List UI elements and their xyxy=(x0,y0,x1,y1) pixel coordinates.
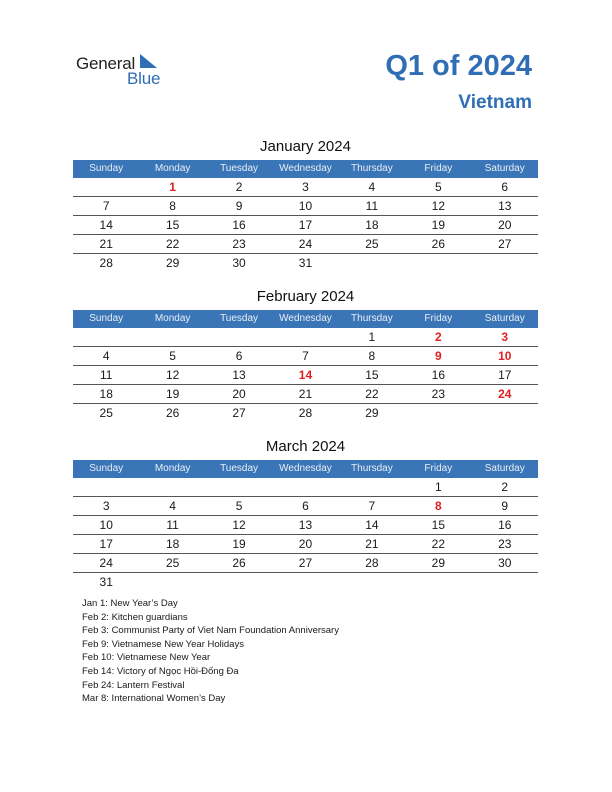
day-cell: 17 xyxy=(298,218,313,232)
day-cell: 14 xyxy=(365,518,379,532)
day-cell: 16 xyxy=(232,218,246,232)
day-cell xyxy=(73,178,139,196)
weekday-label: Thursday xyxy=(351,313,393,324)
week-row xyxy=(73,197,538,216)
day-cell: 25 xyxy=(365,237,379,251)
day-cell: 15 xyxy=(431,518,445,532)
day-cell xyxy=(405,573,471,591)
week-row xyxy=(73,328,538,347)
day-cell: 20 xyxy=(232,387,246,401)
day-cell xyxy=(472,254,538,272)
day-cell: 31 xyxy=(298,256,313,270)
weekday-label: Sunday xyxy=(89,163,124,174)
holiday-day-cell: 2 xyxy=(434,330,442,344)
day-cell: 6 xyxy=(501,180,509,194)
day-cell xyxy=(405,404,471,422)
week-row xyxy=(73,573,538,591)
day-cell: 17 xyxy=(99,537,113,551)
week-row xyxy=(73,554,538,573)
day-cell: 18 xyxy=(165,537,180,551)
weekday-label: Tuesday xyxy=(220,163,259,174)
day-cell: 8 xyxy=(368,349,376,363)
day-cell: 3 xyxy=(102,499,110,513)
day-cell: 28 xyxy=(365,556,379,570)
day-cell: 23 xyxy=(431,387,445,401)
day-cell: 30 xyxy=(232,256,246,270)
day-cell: 6 xyxy=(235,349,243,363)
day-cell xyxy=(405,254,471,272)
holiday-day-cell: 14 xyxy=(298,368,313,382)
day-cell: 29 xyxy=(365,406,379,420)
day-cell: 26 xyxy=(165,406,180,420)
day-cell: 12 xyxy=(165,368,180,382)
weekday-label: Friday xyxy=(424,313,453,324)
day-cell: 12 xyxy=(431,199,445,213)
day-cell: 19 xyxy=(431,218,445,232)
day-cell: 19 xyxy=(232,537,246,551)
day-cell: 4 xyxy=(169,499,176,513)
day-cell: 25 xyxy=(165,556,180,570)
day-cell: 22 xyxy=(365,387,379,401)
day-cell xyxy=(339,254,405,272)
day-cell: 12 xyxy=(232,518,246,532)
week-row xyxy=(73,516,538,535)
holiday-day-cell: 8 xyxy=(434,499,442,513)
holiday-note: Feb 10: Vietnamese New Year xyxy=(82,652,211,664)
week-row xyxy=(73,254,538,272)
weekday-label: Wednesday xyxy=(279,463,332,474)
day-cell: 10 xyxy=(298,199,313,213)
day-cell xyxy=(472,404,538,422)
weekday-label: Sunday xyxy=(89,313,124,324)
day-cell: 28 xyxy=(298,406,313,420)
week-row xyxy=(73,385,538,404)
day-cell: 31 xyxy=(99,575,113,589)
holiday-day-cell: 1 xyxy=(169,180,176,194)
weekday-label: Monday xyxy=(154,313,191,324)
weekday-header xyxy=(73,160,538,178)
day-cell: 27 xyxy=(498,237,512,251)
day-cell: 29 xyxy=(165,256,180,270)
holiday-note: Mar 8: International Women’s Day xyxy=(82,693,226,705)
day-cell: 24 xyxy=(99,556,113,570)
weekday-label: Thursday xyxy=(351,163,393,174)
day-cell: 9 xyxy=(501,499,509,513)
day-cell: 13 xyxy=(498,199,512,213)
day-cell: 2 xyxy=(235,180,243,194)
holiday-note: Feb 14: Victory of Ngọc Hồi-Đống Đa xyxy=(82,665,239,677)
day-cell: 18 xyxy=(365,218,379,232)
weekday-label: Friday xyxy=(424,163,453,174)
day-cell: 28 xyxy=(99,256,113,270)
holiday-day-cell: 24 xyxy=(498,387,512,401)
day-cell: 11 xyxy=(365,199,379,213)
holiday-day-cell: 3 xyxy=(501,330,509,344)
day-cell xyxy=(73,328,139,346)
week-row xyxy=(73,535,538,554)
weekday-label: Sunday xyxy=(89,463,124,474)
day-cell: 4 xyxy=(102,349,110,363)
weekday-label: Thursday xyxy=(351,463,393,474)
day-cell: 26 xyxy=(232,556,246,570)
weekday-label: Saturday xyxy=(484,463,525,474)
weekday-label: Monday xyxy=(154,163,191,174)
holiday-note: Feb 3: Communist Party of Viet Nam Foundation Anniversary xyxy=(82,625,339,637)
day-cell: 6 xyxy=(302,499,309,513)
day-cell: 21 xyxy=(298,387,313,401)
day-cell: 9 xyxy=(235,199,243,213)
holiday-day-cell: 10 xyxy=(498,349,512,363)
holiday-note: Feb 9: Vietnamese New Year Holidays xyxy=(82,638,244,650)
day-cell xyxy=(272,478,338,496)
day-cell: 21 xyxy=(365,537,379,551)
day-cell xyxy=(73,478,139,496)
month-title: February 2024 xyxy=(256,288,355,305)
month-block xyxy=(73,436,538,591)
weekday-label: Saturday xyxy=(484,163,525,174)
day-cell xyxy=(339,478,405,496)
week-row xyxy=(73,478,538,497)
day-cell xyxy=(272,573,338,591)
day-cell xyxy=(139,478,205,496)
day-cell xyxy=(206,328,272,346)
day-cell: 15 xyxy=(365,368,379,382)
weekday-label: Saturday xyxy=(484,313,525,324)
day-cell: 13 xyxy=(232,368,246,382)
weekday-label: Tuesday xyxy=(220,313,259,324)
day-cell: 16 xyxy=(431,368,445,382)
month-title: January 2024 xyxy=(260,138,351,155)
logo-general-text: General xyxy=(76,54,136,73)
holiday-note: Feb 24: Lantern Festival xyxy=(82,679,185,691)
week-row xyxy=(73,366,538,385)
day-cell: 7 xyxy=(102,199,110,213)
holiday-notes xyxy=(82,597,339,706)
day-cell xyxy=(472,573,538,591)
day-cell: 11 xyxy=(99,368,113,382)
day-cell: 13 xyxy=(298,518,313,532)
weekday-header xyxy=(73,460,538,478)
day-cell xyxy=(206,573,272,591)
week-row xyxy=(73,497,538,516)
day-cell: 4 xyxy=(368,180,376,194)
holiday-day-cell: 9 xyxy=(434,349,442,363)
logo xyxy=(76,52,176,92)
day-cell: 25 xyxy=(99,406,113,420)
month-title: March 2024 xyxy=(265,438,346,455)
country-name: Vietnam xyxy=(458,92,532,113)
day-cell: 7 xyxy=(368,499,376,513)
weekday-header xyxy=(73,310,538,328)
week-row xyxy=(73,404,538,422)
day-cell xyxy=(139,573,205,591)
day-cell xyxy=(272,328,338,346)
weekday-label: Friday xyxy=(424,463,453,474)
day-cell: 30 xyxy=(498,556,512,570)
day-cell: 8 xyxy=(169,199,176,213)
holiday-note: Feb 2: Kitchen guardians xyxy=(82,611,188,623)
day-cell: 16 xyxy=(498,518,512,532)
day-cell: 10 xyxy=(99,518,113,532)
day-cell: 20 xyxy=(498,218,512,232)
day-cell xyxy=(139,328,205,346)
day-cell: 22 xyxy=(165,237,180,251)
logo-flag-icon xyxy=(140,54,160,70)
day-cell: 23 xyxy=(498,537,512,551)
day-cell xyxy=(206,478,272,496)
day-cell: 29 xyxy=(431,556,445,570)
month-block xyxy=(73,136,538,272)
week-row xyxy=(73,178,538,197)
day-cell: 5 xyxy=(169,349,176,363)
month-block xyxy=(73,286,538,422)
day-cell xyxy=(339,573,405,591)
day-cell: 14 xyxy=(99,218,113,232)
week-row xyxy=(73,347,538,366)
page-title: Q1 of 2024 xyxy=(385,50,532,82)
day-cell: 1 xyxy=(368,330,376,344)
week-row xyxy=(73,235,538,254)
day-cell: 5 xyxy=(434,180,442,194)
day-cell: 26 xyxy=(431,237,445,251)
day-cell: 23 xyxy=(232,237,246,251)
day-cell: 5 xyxy=(235,499,243,513)
day-cell: 15 xyxy=(165,218,180,232)
weekday-label: Monday xyxy=(154,463,191,474)
day-cell: 2 xyxy=(501,480,509,494)
day-cell: 19 xyxy=(165,387,180,401)
day-cell: 27 xyxy=(298,556,313,570)
day-cell: 11 xyxy=(166,518,179,532)
weekday-label: Wednesday xyxy=(279,163,332,174)
day-cell: 1 xyxy=(434,480,442,494)
day-cell: 18 xyxy=(99,387,113,401)
day-cell: 22 xyxy=(431,537,445,551)
week-row xyxy=(73,216,538,235)
weekday-label: Wednesday xyxy=(279,313,332,324)
weekday-label: Tuesday xyxy=(220,463,259,474)
holiday-note: Jan 1: New Year’s Day xyxy=(82,598,178,609)
day-cell: 20 xyxy=(298,537,313,551)
day-cell: 27 xyxy=(232,406,246,420)
day-cell: 21 xyxy=(99,237,113,251)
day-cell: 3 xyxy=(302,180,309,194)
day-cell: 17 xyxy=(498,368,512,382)
logo-blue-text: Blue xyxy=(127,69,161,88)
day-cell: 24 xyxy=(298,237,313,251)
day-cell: 7 xyxy=(302,349,309,363)
